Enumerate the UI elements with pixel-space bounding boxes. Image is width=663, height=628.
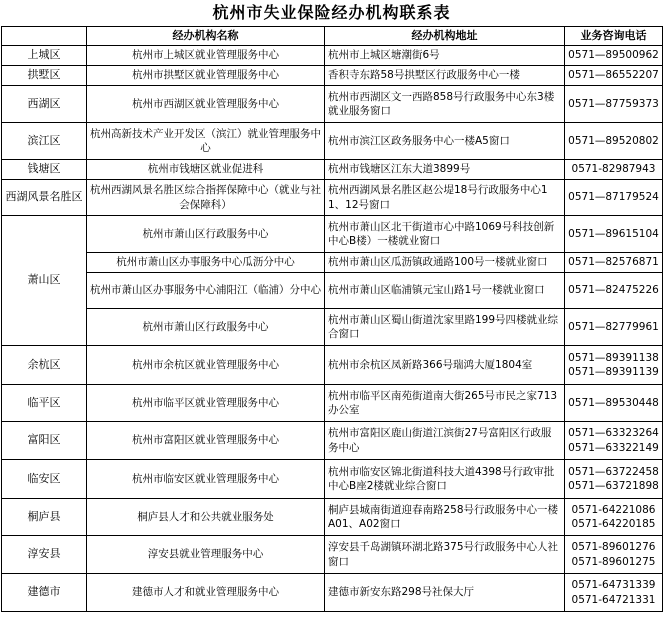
table-row — [2, 160, 663, 180]
phone-number: 0571—87759373 — [568, 97, 659, 110]
phone-cell — [565, 123, 663, 160]
phone-cell — [565, 253, 663, 273]
region-cell: 西湖风景名胜区 — [2, 180, 87, 216]
address-cell: 杭州西湖风景名胜区赵公堤18号行政服务中心11、12号窗口 — [325, 180, 565, 216]
address-cell: 杭州市钱塘区江东大道3899号 — [325, 160, 565, 180]
table-row — [2, 216, 663, 253]
agency-cell: 杭州市萧山区行政服务中心 — [87, 216, 325, 253]
agency-cell: 杭州市西湖区就业管理服务中心 — [87, 86, 325, 123]
table-row — [2, 574, 663, 612]
phone-number: 0571—82576871 — [568, 256, 659, 269]
phone-number: 0571-89601276 — [571, 541, 656, 554]
phone-number: 0571-64721331 — [571, 593, 656, 606]
header-phone: 业务咨询电话 — [565, 27, 663, 46]
phone-number: 0571—82475226 — [568, 284, 659, 297]
agency-cell: 杭州市萧山区办事服务中心瓜沥分中心 — [87, 253, 325, 273]
agency-cell: 杭州市临平区就业管理服务中心 — [87, 385, 325, 422]
agency-cell: 杭州市萧山区行政服务中心 — [87, 309, 325, 346]
table-row — [2, 46, 663, 66]
agency-cell: 杭州市萧山区办事服务中心浦阳江（临浦）分中心 — [87, 273, 325, 309]
table-row — [2, 536, 663, 574]
page-title: 杭州市失业保险经办机构联系表 — [212, 3, 451, 22]
agency-cell: 杭州市拱墅区就业管理服务中心 — [87, 66, 325, 86]
header-address: 经办机构地址 — [325, 27, 565, 46]
agency-cell: 桐庐县人才和公共就业服务处 — [87, 499, 325, 536]
phone-number: 0571—63721898 — [568, 480, 659, 492]
address-cell: 淳安县千岛湖镇环湖北路375号行政服务中心人社窗口 — [325, 536, 565, 574]
phone-number: 0571—63322149 — [568, 441, 659, 454]
region-cell: 临安区 — [2, 460, 87, 499]
header-agency: 经办机构名称 — [87, 27, 325, 46]
phone-cell — [565, 422, 663, 460]
agency-cell: 杭州高新技术产业开发区（滨江）就业管理服务中心 — [87, 123, 325, 160]
address-cell: 杭州市临安区锦北街道科技大道4398号行政审批中心B座2楼就业综合窗口 — [325, 460, 565, 499]
region-cell: 淳安县 — [2, 536, 87, 574]
region-cell: 余杭区 — [2, 346, 87, 385]
agency-cell: 杭州市余杭区就业管理服务中心 — [87, 346, 325, 385]
phone-cell — [565, 499, 663, 536]
address-cell: 桐庐县城南街道迎春南路258号行政服务中心一楼A01、A02窗口 — [325, 499, 565, 536]
agency-cell: 淳安县就业管理服务中心 — [87, 536, 325, 574]
phone-number: 0571—89530448 — [568, 396, 659, 409]
agency-cell: 杭州市钱塘区就业促进科 — [87, 160, 325, 180]
address-cell: 香积寺东路58号拱墅区行政服务中心一楼 — [325, 66, 565, 86]
phone-cell — [565, 273, 663, 309]
address-cell: 杭州市萧山区蜀山街道沈家里路199号四楼就业综合窗口 — [325, 309, 565, 346]
table-row — [2, 86, 663, 123]
address-cell: 杭州市萧山区瓜沥镇政通路100号一楼就业窗口 — [325, 253, 565, 273]
phone-cell — [565, 216, 663, 253]
phone-cell — [565, 536, 663, 574]
region-cell: 临平区 — [2, 385, 87, 422]
phone-number: 0571-64220185 — [571, 518, 656, 530]
address-cell: 杭州市余杭区凤新路366号瑞鸿大厦1804室 — [325, 346, 565, 385]
phone-cell — [565, 46, 663, 66]
region-cell: 建德市 — [2, 574, 87, 612]
region-cell: 滨江区 — [2, 123, 87, 160]
phone-number: 0571—63722458 — [568, 465, 659, 478]
phone-number: 0571-89601275 — [571, 555, 656, 568]
table-row — [2, 460, 663, 499]
table-row — [2, 309, 663, 346]
address-cell: 建德市新安东路298号社保大厅 — [325, 574, 565, 612]
region-cell: 西湖区 — [2, 86, 87, 123]
address-cell: 杭州市临平区南苑街道南大街265号市民之家713办公室 — [325, 385, 565, 422]
region-cell: 富阳区 — [2, 422, 87, 460]
table-row — [2, 273, 663, 309]
agency-cell: 建德市人才和就业管理服务中心 — [87, 574, 325, 612]
header-region — [2, 27, 87, 46]
phone-number: 0571—86552207 — [568, 69, 659, 82]
region-cell: 钱塘区 — [2, 160, 87, 180]
agency-cell: 杭州市临安区就业管理服务中心 — [87, 460, 325, 499]
table-row — [2, 66, 663, 86]
phone-cell — [565, 180, 663, 216]
phone-cell — [565, 309, 663, 346]
table-row — [2, 346, 663, 385]
contact-table — [1, 26, 663, 612]
phone-number: 0571—89615104 — [568, 227, 659, 240]
agency-cell: 杭州市富阳区就业管理服务中心 — [87, 422, 325, 460]
phone-number: 0571—89500962 — [568, 49, 659, 62]
agency-cell: 杭州市上城区就业管理服务中心 — [87, 46, 325, 66]
phone-number: 0571—89520802 — [568, 134, 659, 147]
table-row — [2, 499, 663, 536]
phone-number: 0571—87179524 — [568, 191, 659, 204]
phone-number: 0571—89391139 — [568, 366, 659, 378]
region-cell: 萧山区 — [2, 216, 87, 346]
phone-cell — [565, 160, 663, 180]
table-row — [2, 385, 663, 422]
phone-cell — [565, 66, 663, 86]
table-row — [2, 422, 663, 460]
table-row — [2, 180, 663, 216]
phone-cell — [565, 460, 663, 499]
address-cell: 杭州市西湖区文一西路858号行政服务中心东3楼就业服务窗口 — [325, 86, 565, 123]
phone-cell — [565, 346, 663, 385]
phone-number: 0571—89391138 — [568, 351, 659, 364]
address-cell: 杭州市上城区塘潮街6号 — [325, 46, 565, 66]
table-row — [2, 253, 663, 273]
table-header-row — [2, 27, 663, 46]
agency-cell: 杭州西湖风景名胜区综合指挥保障中心（就业与社会保障科） — [87, 180, 325, 216]
phone-number: 0571—63323264 — [568, 427, 659, 440]
phone-number: 0571-64731339 — [571, 579, 656, 592]
table-row — [2, 123, 663, 160]
region-cell: 桐庐县 — [2, 499, 87, 536]
phone-number: 0571-64221086 — [571, 503, 656, 516]
address-cell: 杭州市萧山区北干街道市心中路1069号科技创新中心B楼）一楼就业窗口 — [325, 216, 565, 253]
address-cell: 杭州市萧山区临浦镇元宝山路1号一楼就业窗口 — [325, 273, 565, 309]
phone-number: 0571—82779961 — [568, 320, 659, 333]
phone-cell — [565, 574, 663, 612]
address-cell: 杭州市富阳区鹿山街道江滨街27号富阳区行政服务中心 — [325, 422, 565, 460]
phone-number: 0571-82987943 — [571, 163, 656, 176]
phone-cell — [565, 86, 663, 123]
address-cell: 杭州市滨江区政务服务中心一楼A5窗口 — [325, 123, 565, 160]
phone-cell — [565, 385, 663, 422]
region-cell: 拱墅区 — [2, 66, 87, 86]
region-cell: 上城区 — [2, 46, 87, 66]
